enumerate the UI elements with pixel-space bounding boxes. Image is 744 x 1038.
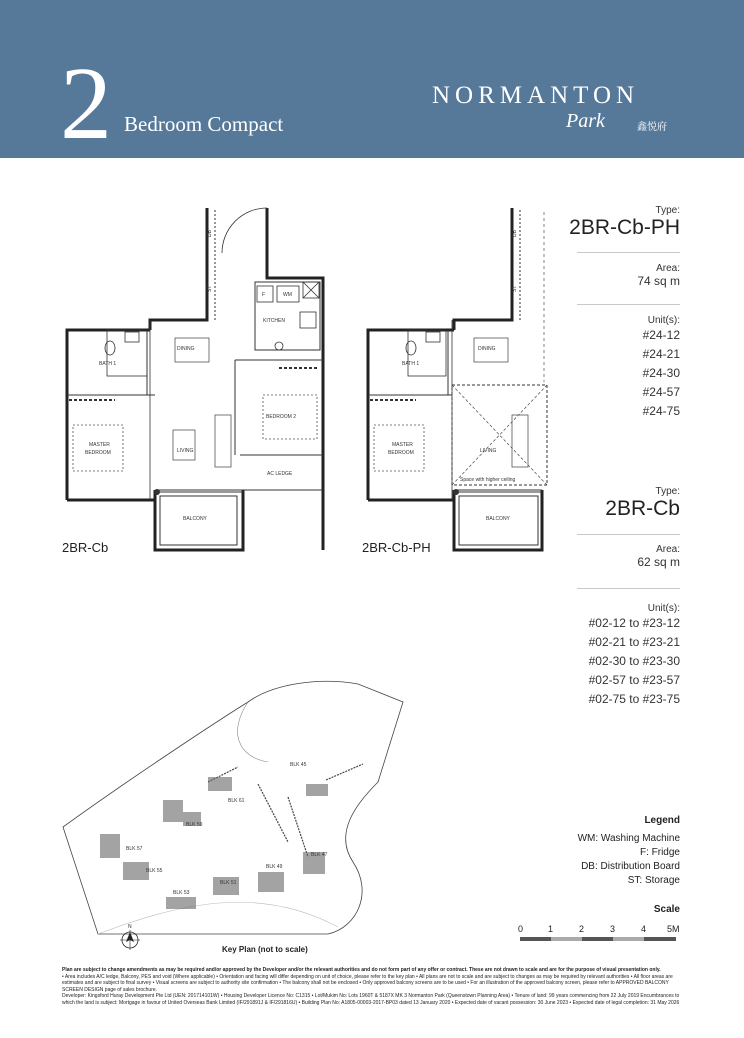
legend-title: Legend — [644, 815, 680, 826]
ceiling-note: Space with higher ceiling — [460, 477, 516, 483]
ph-units-list — [643, 326, 680, 421]
unit-number: #24-12 — [642, 328, 680, 342]
unit-range: #02-12 to #23-12 — [588, 616, 680, 630]
std-type-block — [605, 486, 680, 521]
bedroom-count: 2 — [60, 46, 112, 161]
header-banner — [0, 0, 744, 161]
master-label: MASTER — [89, 442, 110, 448]
block-label: BLK 51 — [220, 880, 237, 886]
living-label: LIVING — [480, 448, 497, 454]
block-label: BLK 45 — [290, 762, 307, 768]
brand-logo-sub: Park — [566, 110, 605, 132]
block-label: BLK 53 — [173, 890, 190, 896]
divider — [577, 252, 680, 253]
plan-label-2br-cb: 2BR-Cb — [62, 540, 109, 555]
legend-item: DB: Distribution Board — [581, 861, 680, 872]
plan-label-2br-cb-ph: 2BR-Cb-PH — [362, 540, 431, 555]
scale-tick: 1 — [548, 924, 554, 934]
divider — [577, 588, 680, 589]
ph-type-block — [569, 205, 680, 240]
key-plan-caption: Key Plan (not to scale) — [222, 945, 308, 954]
ph-type-value: 2BR-Cb-PH — [569, 216, 680, 239]
ph-area-value: 74 sq m — [637, 274, 680, 288]
legend-item: F: Fridge — [639, 847, 680, 858]
unit-range: #02-21 to #23-21 — [588, 635, 680, 649]
ph-units-block — [643, 315, 680, 421]
wm-label: WM — [283, 292, 292, 298]
bedroom-label: BEDROOM — [85, 450, 111, 456]
std-units-list — [589, 614, 680, 709]
scale-tick: 2 — [579, 924, 585, 934]
ac-ledge-label: AC LEDGE — [267, 471, 293, 477]
ph-type-label: Type: — [655, 205, 680, 216]
db-label: DB — [512, 230, 518, 237]
std-type-value: 2BR-Cb — [605, 497, 680, 520]
scale-bar — [520, 936, 680, 942]
block-label: BLK 61 — [228, 798, 245, 804]
block-label: BLK 47 — [311, 852, 328, 858]
balcony-label: BALCONY — [486, 516, 510, 522]
st-label: ST — [512, 285, 518, 292]
std-units-block — [589, 603, 680, 709]
scale-tick: 4 — [641, 924, 647, 934]
fridge-label: F — [262, 292, 266, 298]
scale-tick: 5M — [667, 924, 680, 934]
brand-logo-chinese: 鑫悦府 — [637, 122, 667, 133]
divider — [577, 534, 680, 535]
unit-number: #24-75 — [642, 404, 680, 418]
bath-label: BATH 1 — [99, 361, 117, 367]
ph-units-label: Unit(s): — [647, 315, 680, 326]
std-area-block — [637, 544, 680, 569]
unit-number: #24-30 — [642, 366, 680, 380]
ph-area-block — [637, 263, 680, 288]
unit-number: #24-57 — [642, 385, 680, 399]
std-area-label: Area: — [656, 544, 680, 555]
floor-plan-2br-cb — [55, 200, 335, 555]
st-label: ST — [207, 285, 213, 292]
legend-item: WM: Washing Machine — [577, 833, 680, 844]
balcony-label: BALCONY — [183, 516, 207, 522]
block-label: BLK 59 — [186, 822, 203, 828]
floor-plan-2br-cb-ph — [362, 200, 562, 555]
scale-title: Scale — [653, 904, 680, 915]
unit-range: #02-75 to #23-75 — [588, 692, 680, 706]
ph-area-label: Area: — [656, 263, 680, 274]
std-type-label: Type: — [655, 486, 680, 497]
db-label: DB — [207, 230, 213, 237]
bedroom-label: BEDROOM — [388, 450, 414, 456]
std-units-label: Unit(s): — [647, 603, 680, 614]
bedroom2-label: BEDROOM 2 — [266, 414, 297, 420]
unit-category-title: Bedroom Compact — [124, 112, 284, 136]
dining-label: DINING — [478, 346, 496, 352]
brand-logo-text: NORMANTON — [432, 82, 640, 109]
kitchen-label: KITCHEN — [263, 318, 285, 324]
legend-item: ST: Storage — [627, 875, 680, 886]
key-plan-map — [58, 672, 408, 957]
legend — [578, 814, 680, 888]
unit-range: #02-57 to #23-57 — [588, 673, 680, 687]
block-label: BLK 57 — [126, 846, 143, 852]
dining-label: DINING — [177, 346, 195, 352]
scale-tick: 3 — [610, 924, 616, 934]
scale-tick: 0 — [518, 924, 524, 934]
disclaimer-bold: Plan are subject to change amendments as may be required and/or approved by the Developer and/or the relevant authorities and do not form part of any offer or contract. These are not drawn to scale and are for the purpose of visual presentation only. — [62, 967, 661, 973]
std-area-value: 62 sq m — [637, 555, 680, 569]
master-label: MASTER — [392, 442, 413, 448]
block-label: BLK 49 — [266, 864, 283, 870]
disclaimer-line: Developer: Kingsford Huray Development Pte Ltd (UEN: 201714101W) • Housing Developer Licence No: C1315 • Lot/Mukim No: Lots 1960T & 5187X MK 3 Normanton Park (Queenstown Planning Area) • Tenure of land: 99 years commencing from 22 July 2019 Encumbrances to which the land is subject: Mortgage in favour of United Overseas Bank Limited (IF/291891J & IF/291816U) • Building Plan No: A1805-00003-2017-BP03 dated 13 January 2020 • Expected date of vacant possession: 30 June 2023 • Expected date of legal completion: 31 May 2026 — [62, 993, 680, 1006]
block-label: BLK 55 — [146, 868, 163, 874]
north-label: N — [128, 924, 132, 930]
disclaimer-line: • Area includes A/C ledge, Balcony, PES and void (Where applicable) • Orientation and facing will differ depending on unit of choice, please refer to the key plan • All plans are not to scale and are subject to changes as may be required by relevant authorities • All floor areas are estimates and are subject to final survey • Visual screens are subject to authority site confirmation • The balcony shall not be enclosed • Only approved balcony screens are to be used • For an illustration of the approved balcony screen, please refer to APPROVED BALCONY SCREEN DESIGN page of sales brochure. — [62, 973, 673, 993]
unit-number: #24-21 — [642, 347, 680, 361]
disclaimer — [62, 967, 684, 1006]
living-label: LIVING — [177, 448, 194, 454]
divider — [577, 304, 680, 305]
bath-label: BATH 1 — [402, 361, 420, 367]
unit-range: #02-30 to #23-30 — [588, 654, 680, 668]
